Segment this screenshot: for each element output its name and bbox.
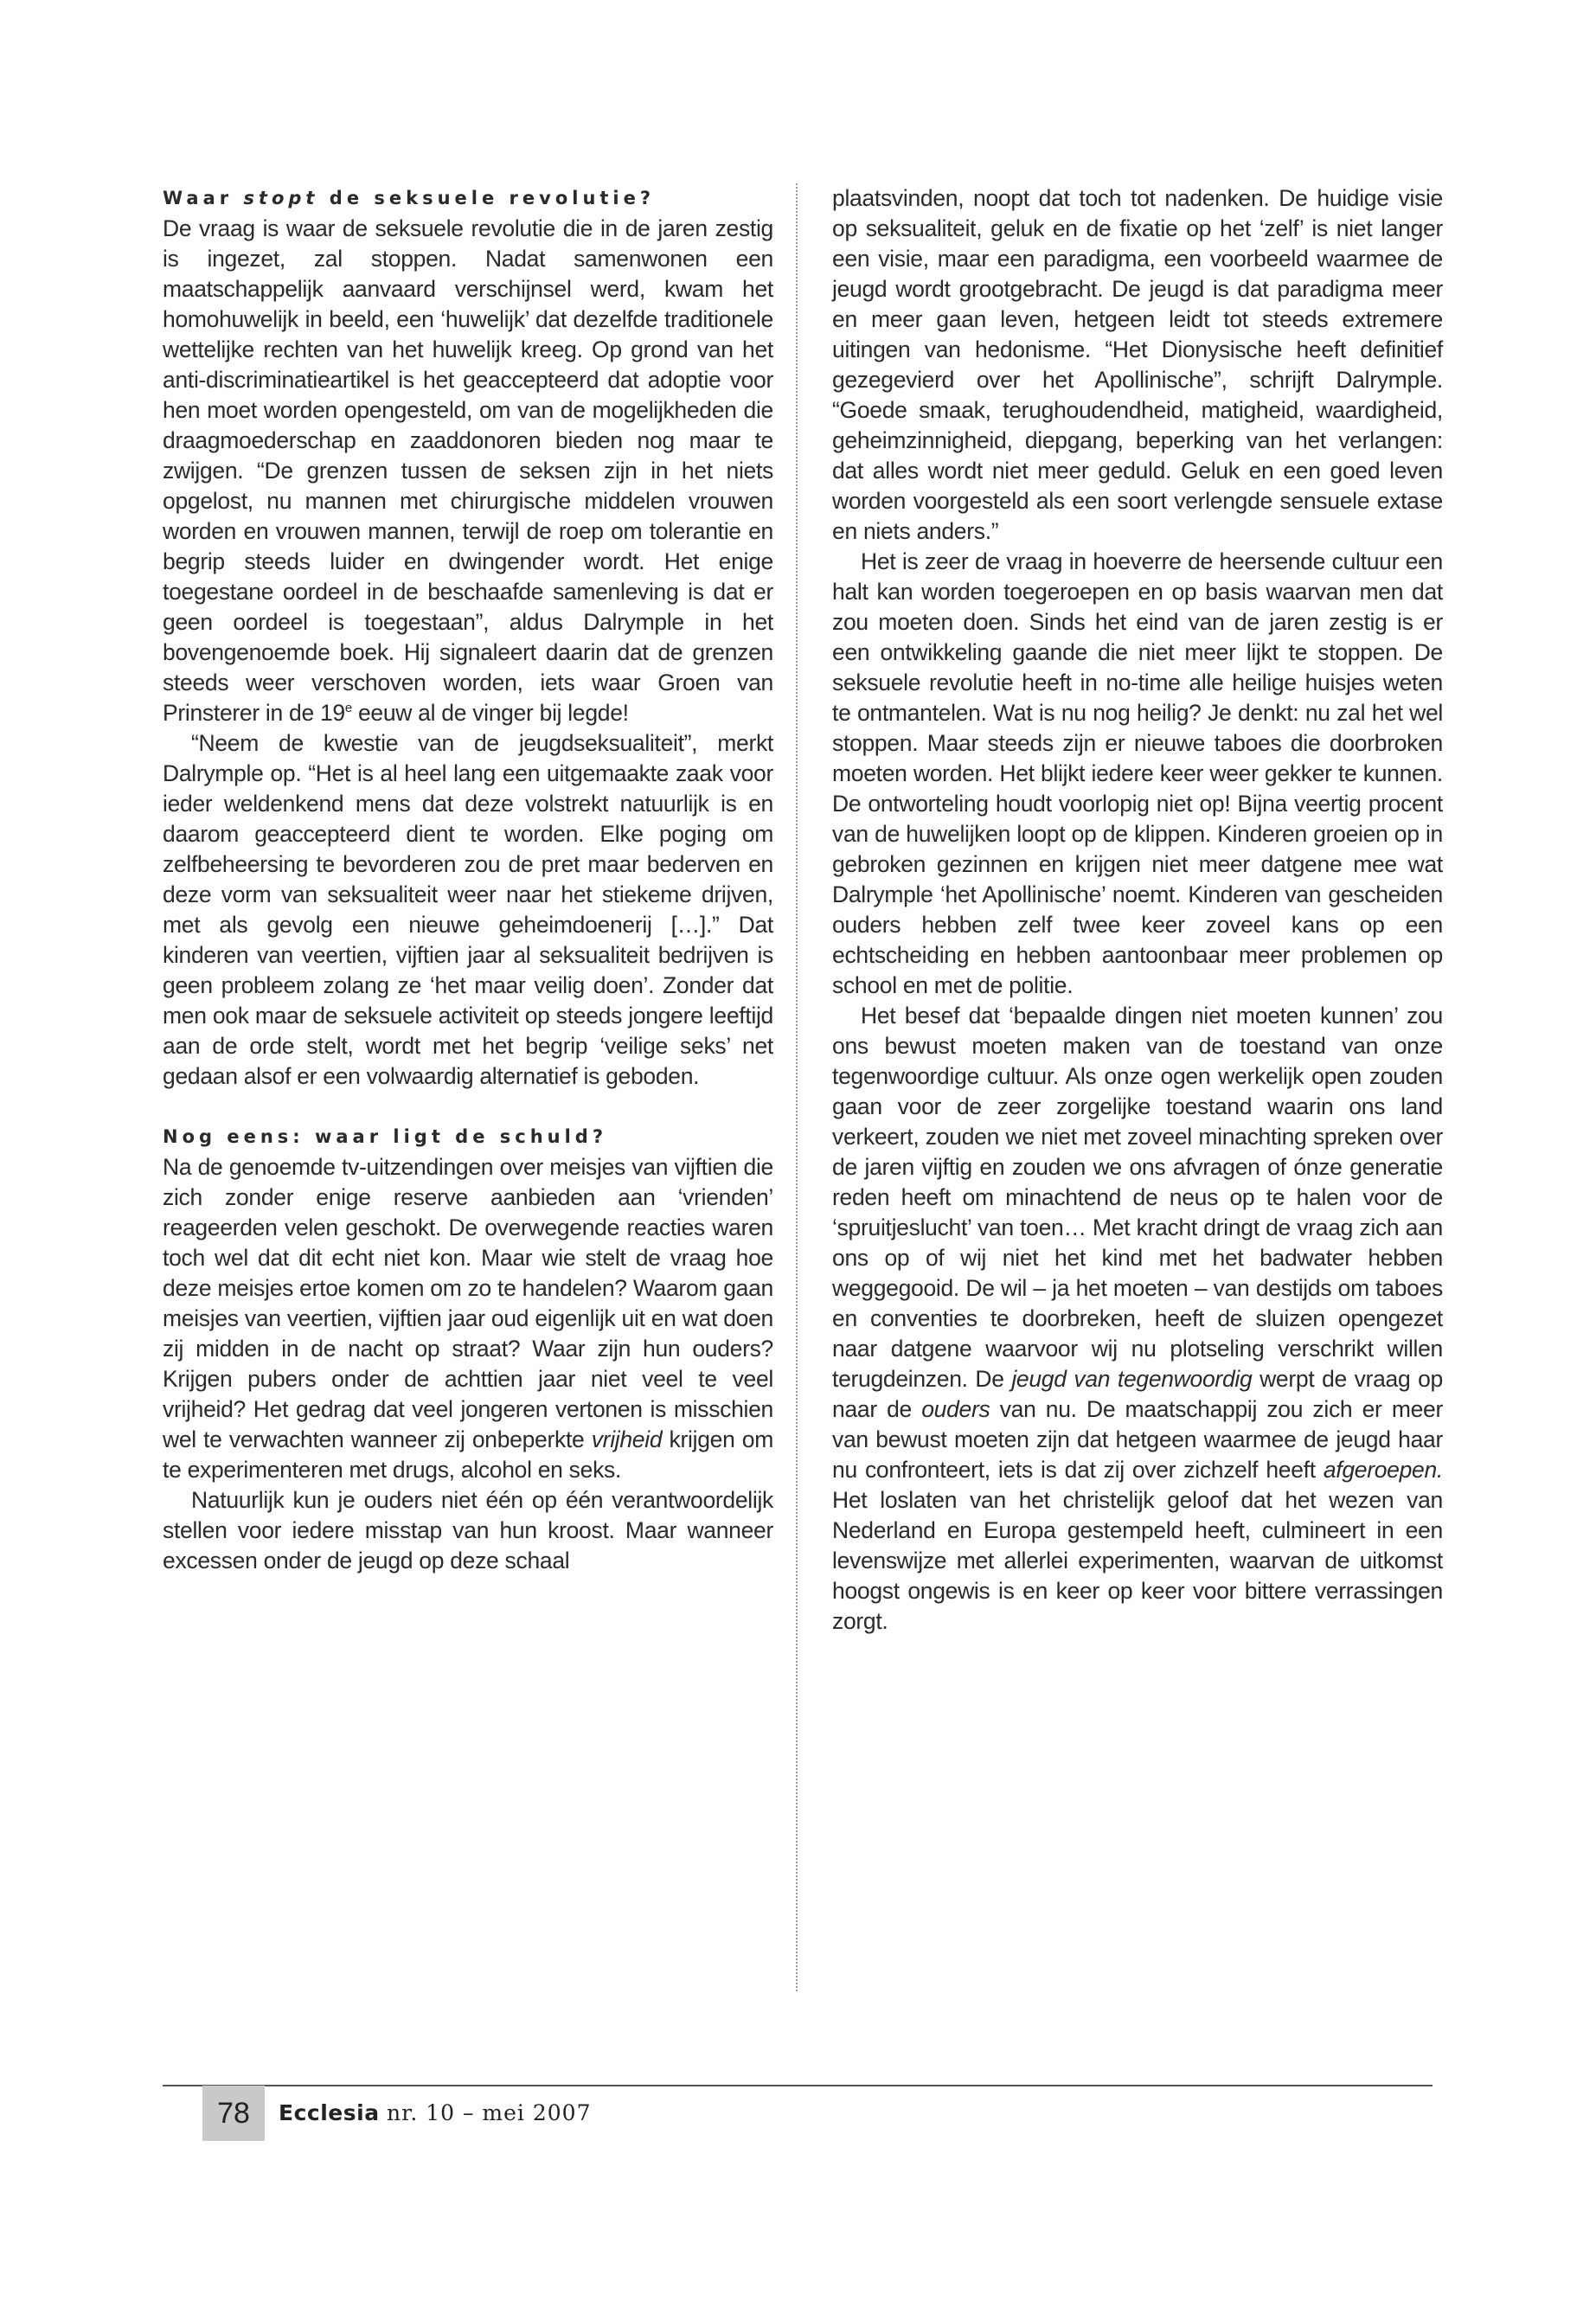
column-divider: [796, 183, 798, 1991]
superscript: e: [344, 701, 352, 716]
journal-issue: nr. 10 – mei 2007: [387, 2100, 592, 2125]
paragraph-2: “Neem de kwestie van de jeugdseksualiteit”, merkt Dalrymple op. “Het is al heel lang een uitgemaakte zaak voor ieder weldenkend mens dat deze volstrekt natuurlijk is en daarom geaccepteerd dient te worden. Elke poging om zelfbeheersing te bevorderen zou de pret maar bederven en deze vorm van seksualiteit weer naar het stiekeme drijven, met als gevolg een nieuwe geheimdoenerij […].” Dat kinderen van veertien, vijftien jaar al seksualiteit bedrijven is geen probleem zolang ze ‘het maar veilig doen’. Zonder dat men ook maar de seksuele activiteit op steeds jongere leeftijd aan de orde stelt, wordt met het begrip ‘veilige seks’ net gedaan alsof er een volwaardig alternatief is geboden.: [163, 730, 773, 1089]
paragraph-5: plaatsvinden, noopt dat toch tot nadenken. De huidige visie op seksualiteit, geluk en de fixatie op het ‘zelf’ is niet langer een visie, maar een paradigma, een voorbeeld waarmee de jeugd wordt grootgebracht. De jeugd is dat paradigma meer en meer gaan leven, hetgeen leidt tot steeds extremere uitingen van hedonisme. “Het Dionysische heeft definitief gezegevierd over het Apollinische”, schrijft Dalrymple. “Goede smaak, terughoudendheid, matigheid, waardigheid, geheimzinnigheid, diepgang, beperking van het verlangen: dat alles wordt niet meer geduld. Geluk en een goed leven worden voorgesteld als een soort verlengde sensuele extase en niets anders.”: [832, 185, 1443, 544]
journal-name: Ecclesia: [279, 2100, 380, 2125]
page-number-box: [202, 2086, 265, 2141]
right-column: [832, 183, 1443, 1637]
journal-reference: [279, 2086, 592, 2141]
left-column: [163, 183, 773, 1576]
section-heading-1: Waar stopt de seksuele revolutie?: [163, 188, 656, 208]
section-heading-2: Nog eens: waar ligt de schuld?: [163, 1126, 608, 1147]
paragraph-1: De vraag is waar de seksuele revolutie die in de jaren zestig is ingezet, zal stoppen. Nadat samenwonen een maatschappelijk aanvaard verschijnsel werd, kwam het homohuwelijk in beeld, een ‘huwelijk’ dat dezelfde traditionele wettelijke rechten van het huwelijk kreeg. Op grond van het anti-discriminatieartikel is het geaccepteerd dat adoptie voor hen moet worden opengesteld, om van de mogelijkheden die draagmoederschap en zaaddonoren bieden nog maar te zwijgen. “De grenzen tussen de seksen zijn in het niets opgelost, nu mannen met chirurgische middelen vrouwen worden en vrouwen mannen, terwijl de roep om tolerantie en begrip steeds luider en dwingender wordt. Het enige toegestane oordeel in de beschaafde samenleving is dat er geen oordeel is toegestaan”, aldus Dalrymple in het bovengenoemde boek. Hij signaleert daarin dat de grenzen steeds weer verschoven worden, iets waar Groen van Prinsterer in de 19e eeuw al de vinger bij legde!: [163, 215, 773, 726]
page-number: 78: [217, 2097, 250, 2130]
paragraph-6: Het is zeer de vraag in hoeverre de heersende cultuur een halt kan worden toegeroepen en op basis waarvan men dat zou moeten doen. Sinds het eind van de jaren zestig is er een ontwikkeling gaande die niet meer lijkt te stoppen. De seksuele revolutie heeft in no-time alle heilige huisjes weten te ontmantelen. Wat is nu nog heilig? Je denkt: nu zal het wel stoppen. Maar steeds zijn er nieuwe taboes die doorbroken moeten worden. Het blijkt iedere keer weer gekker te kunnen. De ontworteling houdt voorlopig niet op! Bijna veertig procent van de huwelijken loopt op de klippen. Kinderen groeien op in gebroken gezinnen en krijgen niet meer datgene mee wat Dalrymple ‘het Apollinische’ noemt. Kinderen van gescheiden ouders hebben zelf twee keer zoveel kans op een echtscheiding en hebben aantoonbaar meer problemen op school en met de politie.: [832, 548, 1443, 998]
paragraph-4: Natuurlijk kun je ouders niet één op één verantwoordelijk stellen voor iedere misstap van hun kroost. Maar wanneer excessen onder de jeugd op deze schaal: [163, 1487, 773, 1574]
paragraph-7: Het besef dat ‘bepaalde dingen niet moeten kunnen’ zou ons bewust moeten maken van de toestand van onze tegenwoordige cultuur. Als onze ogen werkelijk open zouden gaan voor de zeer zorgelijke toestand waarin ons land verkeert, zouden we niet met zoveel minachting spreken over de jaren vijftig en zouden we ons afvragen of ónze generatie reden heeft om minachtend de neus op te halen voor de ‘spruitjeslucht’ van toen… Met kracht dringt de vraag zich aan ons op of wij niet het kind met het badwater hebben weggegooid. De wil – ja het moeten – van destijds om taboes en conventies te doorbreken, heeft de sluizen opengezet naar datgene waarvoor wij nu plotseling verschrikt willen terugdeinzen. De jeugd van tegenwoordig werpt de vraag op naar de ouders van nu. De maatschappij zou zich er meer van bewust moeten zijn dat hetgeen waarmee de jeugd haar nu confronteert, iets is dat zij over zichzelf heeft afgeroepen. Het loslaten van het christelijk geloof dat het wezen van Nederland en Europa gestempeld heeft, culmineert in een levenswijze met allerlei experimenten, waarvan de uitkomst hoogst ongewis is en keer op keer voor bittere verrassingen zorgt.: [832, 1003, 1443, 1634]
paragraph-3: Na de genoemde tv-uitzendingen over meisjes van vijftien die zich zonder enige reserve aanbieden aan ‘vrienden’ reageerden velen geschokt. De overwegende reacties waren toch wel dat dit echt niet kon. Maar wie stelt de vraag hoe deze meisjes ertoe komen om zo te handelen? Waarom gaan meisjes van veertien, vijftien jaar oud eigenlijk uit en wat doen zij midden in de nacht op straat? Waar zijn hun ouders? Krijgen pubers onder de achttien jaar niet veel te veel vrijheid? Het gedrag dat veel jongeren vertonen is misschien wel te verwachten wanneer zij onbeperkte vrijheid krijgen om te experimenteren met drugs, alcohol en seks.: [163, 1154, 773, 1483]
